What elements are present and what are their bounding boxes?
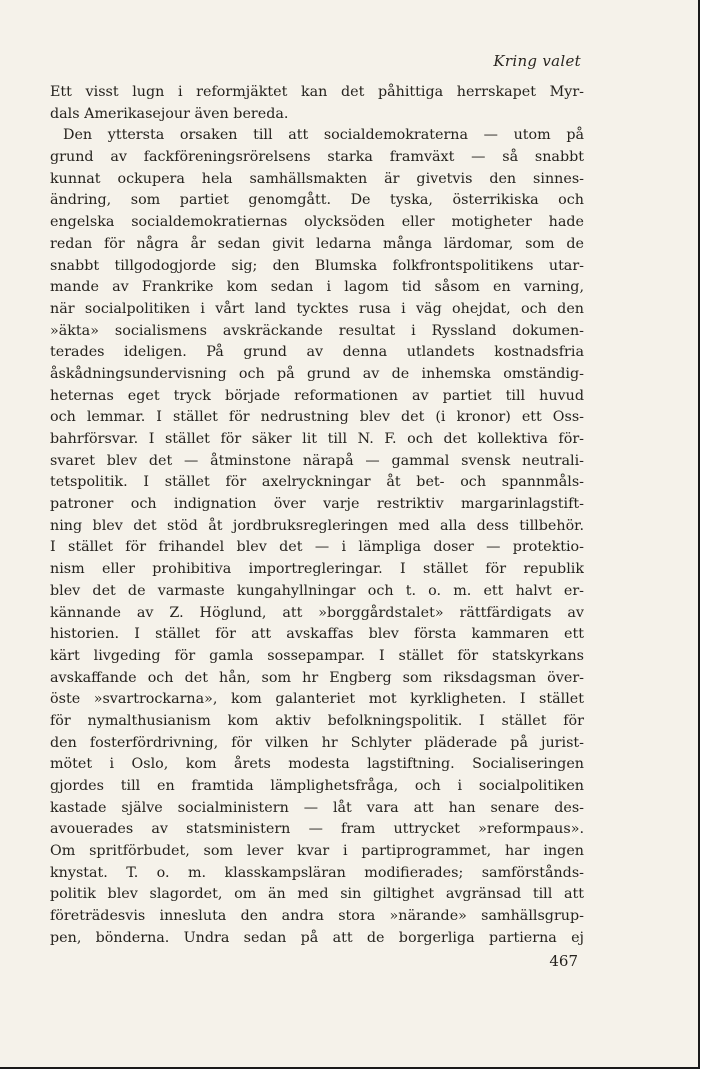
text-line: ning blev det stöd åt jordbruksregleringen med alla dess tillbehör. <box>50 517 584 534</box>
text-line: åskådningsundervisning och på grund av de inhemska omständig- <box>50 365 584 382</box>
text-line: för nymalthusianism kom aktiv befolkningspolitik. I stället för <box>50 712 584 729</box>
text-line: den fosterfördrivning, för vilken hr Schlyter pläderade på jurist- <box>50 734 584 751</box>
text-line: mötet i Oslo, kom årets modesta lagstiftning. Socialiseringen <box>50 756 584 773</box>
text-line: patroner och indignation över varje restriktiv margarinlagstift- <box>50 496 584 513</box>
text-line: grund av fackföreningsrörelsens starka framväxt — så snabbt <box>50 149 584 166</box>
text-line: politik blev slagordet, om än med sin giltighet avgränsad till att <box>50 886 584 903</box>
text-line: »äkta» socialismens avskräckande resultat i Ryssland dokumen- <box>50 322 584 339</box>
text-line: kastade själve socialministern — låt vara att han senare des- <box>50 799 584 816</box>
text-line: gjordes till en framtida lämplighetsfråga, och i socialpolitiken <box>50 778 584 794</box>
text-line: avskaffande och det hån, som hr Engberg som riksdagsman över- <box>50 669 584 686</box>
running-header: Kring valet <box>493 52 581 70</box>
text-line: engelska socialdemokratiernas olycksöden eller motigheter hade <box>50 214 584 231</box>
page-number: 467 <box>549 952 578 970</box>
text-line: kärt livgeding för gamla sossepampar. I stället för statskyrkans <box>50 647 584 664</box>
text-line: historien. I stället för att avskaffas blev första kammaren ett <box>50 626 584 643</box>
text-line: Den yttersta orsaken till att socialdemokraterna — utom på <box>63 127 584 144</box>
text-line: öste »svartrockarna», kom galanteriet mot kyrkligheten. I stället <box>50 691 584 708</box>
text-line: avouerades av statsministern — fram uttrycket »reformpaus». <box>50 821 584 838</box>
text-line: tetspolitik. I stället för axelryckningar åt bet- och spannmåls- <box>50 474 584 491</box>
text-line: företrädesvis innesluta den andra stora »närande» samhällsgrup- <box>50 908 584 925</box>
text-line: blev det de varmaste kungahyllningar och t. o. m. ett halvt er- <box>50 582 584 599</box>
text-line: kännande av Z. Höglund, att »borggårdstalet» rättfärdigats av <box>50 604 584 621</box>
text-line: nism eller prohibitiva importregleringar. I stället för republik <box>50 561 584 578</box>
text-line: svaret blev det — åtminstone närapå — gammal svensk neutrali- <box>50 452 584 469</box>
text-line: mande av Frankrike kom sedan i lagom tid såsom en varning, <box>50 279 584 296</box>
text-line: heternas eget tryck började reformationen av partiet till huvud <box>50 387 584 404</box>
text-line: dals Amerikasejour även bereda. <box>50 105 289 122</box>
text-line: när socialpolitiken i vårt land tycktes rusa i väg ohejdat, och den <box>50 300 584 317</box>
text-line: snabbt tillgodogjorde sig; den Blumska folkfrontspolitikens utar- <box>50 257 584 274</box>
text-line: Om spritförbudet, som lever kvar i partiprogrammet, har ingen <box>50 843 584 860</box>
text-line: kunnat ockupera hela samhällsmakten är givetvis den sinnes- <box>50 170 584 187</box>
text-line: knystat. T. o. m. klasskampsläran modifierades; samförstånds- <box>50 864 584 881</box>
text-line: terades ideligen. På grund av denna utlandets kostnadsfria <box>50 344 584 361</box>
text-line: bahrförsvar. I stället för säker lit till N. F. och det kollektiva för- <box>50 431 584 447</box>
text-line: pen, bönderna. Undra sedan på att de borgerliga partierna ej <box>50 929 584 946</box>
text-line: ändring, som partiet genomgått. De tyska, österrikiska och <box>50 192 584 209</box>
body-text <box>50 82 584 950</box>
text-line: I stället för frihandel blev det — i lämpliga doser — protektio- <box>50 539 584 556</box>
text-line: och lemmar. I stället för nedrustning blev det (i kronor) ett Oss- <box>50 409 584 426</box>
text-line: redan för några år sedan givit ledarna många lärdomar, som de <box>50 235 584 252</box>
text-line: Ett visst lugn i reformjäktet kan det påhittiga herrskapet Myr- <box>50 84 584 100</box>
